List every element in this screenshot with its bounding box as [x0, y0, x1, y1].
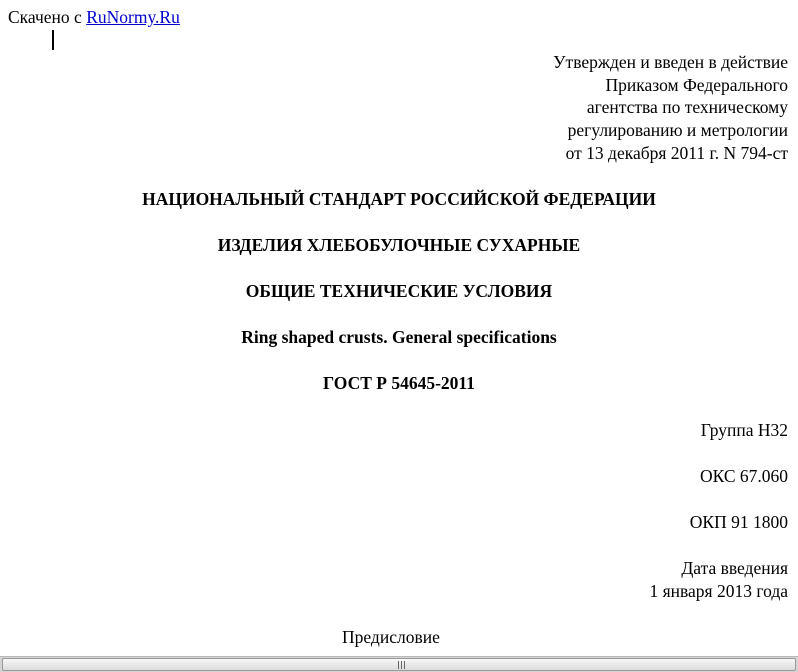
text-cursor [52, 30, 54, 50]
english-title: Ring shaped crusts. General specifications [241, 327, 557, 347]
product-title: ИЗДЕЛИЯ ХЛЕБОБУЛОЧНЫЕ СУХАРНЫЕ [217, 235, 581, 255]
conditions-title: ОБЩИЕ ТЕХНИЧЕСКИЕ УСЛОВИЯ [245, 281, 553, 301]
downloaded-from-line [8, 6, 180, 28]
approval-line-4: регулированию и метрологии [567, 120, 788, 140]
runormy-link[interactable]: RuNormy.Ru [86, 7, 180, 27]
oks-code: ОКС 67.060 [699, 466, 788, 486]
group-code: Группа Н32 [700, 420, 788, 440]
downloaded-prefix: Скачено с [8, 7, 87, 27]
scrollbar-thumb[interactable] [2, 658, 796, 671]
intro-date-value: 1 января 2013 года [649, 581, 788, 601]
okp-code: ОКП 91 1800 [689, 512, 788, 532]
approval-line-1: Утвержден и введен в действие [553, 52, 788, 72]
intro-date-label: Дата введения [681, 558, 788, 578]
horizontal-scrollbar[interactable] [0, 656, 798, 672]
approval-line-3: агентства по техническому [586, 97, 788, 117]
gost-number: ГОСТ Р 54645-2011 [323, 373, 475, 393]
national-standard-title: НАЦИОНАЛЬНЫЙ СТАНДАРТ РОССИЙСКОЙ ФЕДЕРАЦИИ [142, 189, 656, 209]
foreword-heading: Предисловие [342, 627, 440, 647]
approval-line-5: от 13 декабря 2011 г. N 794-ст [565, 143, 788, 163]
approval-line-2: Приказом Федерального [605, 75, 788, 95]
grip-icon [396, 661, 408, 669]
